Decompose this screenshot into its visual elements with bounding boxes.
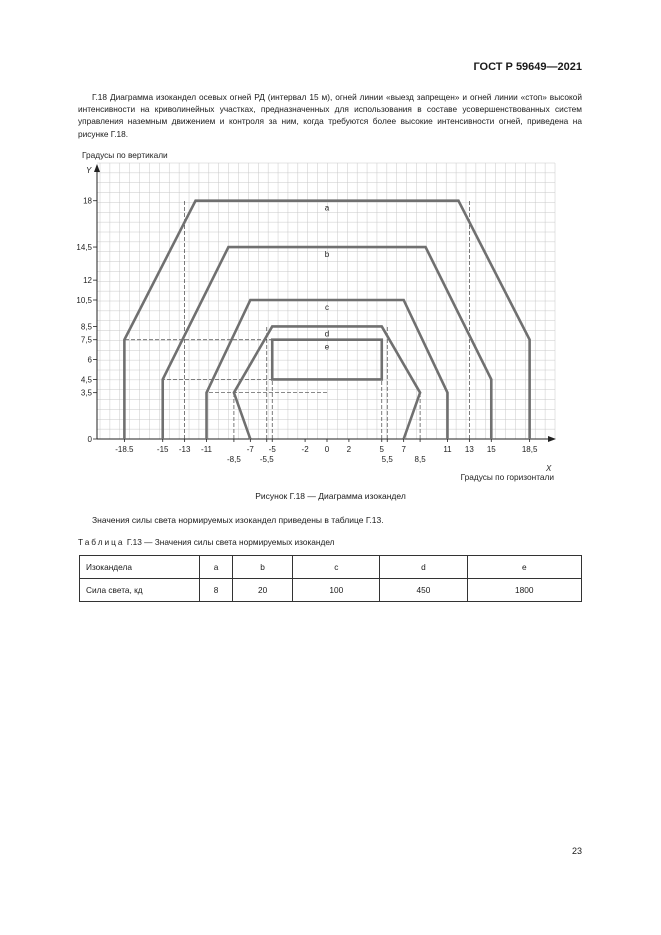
x-tick-label: 8,5 (414, 455, 426, 464)
table-cell: Сила света, кд (80, 579, 200, 602)
isocandela-label-d: d (324, 329, 330, 339)
isocandela-values-table (79, 555, 582, 602)
isocandela-curve-a (124, 201, 529, 439)
y-axis-arrow (94, 164, 100, 172)
table-row (80, 579, 582, 602)
x-tick-label: 5 (379, 445, 384, 454)
x-tick-label: -13 (178, 445, 191, 454)
table-cell: 1800 (467, 579, 581, 602)
table-title-prefix: Таблица (78, 537, 125, 547)
y-tick-label: 3,5 (80, 388, 92, 398)
table-title-text: Г.13 — Значения силы света нормируемых изокандел (126, 537, 335, 547)
table-cell: 20 (233, 579, 293, 602)
x-tick-label: -5 (268, 445, 276, 454)
isocandela-label-e: e (324, 342, 330, 352)
y-tick-label: 6 (87, 355, 92, 365)
x-axis-title: Градусы по горизонтали (460, 472, 554, 482)
isocandela-label-a: a (324, 203, 330, 213)
table-header-row (80, 556, 582, 579)
table-header-cell: Изокандела (80, 556, 200, 579)
isocandela-label-c: c (325, 303, 329, 312)
standard-code: ГОСТ Р 59649—2021 (473, 61, 582, 73)
table-cell: 100 (293, 579, 380, 602)
x-tick-label: 0 (324, 445, 330, 454)
y-tick-label: 8,5 (80, 322, 92, 332)
figure-caption: Рисунок Г.18 — Диаграмма изокандел (255, 491, 406, 501)
table-header-cell: e (467, 556, 581, 579)
y-axis-letter: Y (86, 166, 92, 175)
x-tick-label: 13 (464, 445, 474, 454)
x-tick-label: 5,5 (381, 455, 393, 464)
isocandela-label-b: b (324, 250, 330, 260)
y-tick-label: 18 (83, 196, 92, 206)
table-header-cell: c (293, 556, 380, 579)
x-tick-label: -7 (246, 445, 254, 454)
table-title (78, 537, 335, 547)
x-axis-letter: X (546, 464, 552, 473)
x-tick-label: 15 (486, 445, 496, 454)
x-tick-label: 7 (401, 445, 406, 454)
table-cell: 8 (200, 579, 233, 602)
x-tick-label: 11 (443, 445, 452, 454)
x-tick-label: -5,5 (259, 455, 274, 464)
x-tick-label: -18.5 (115, 445, 134, 454)
y-tick-label: 0 (87, 435, 92, 444)
x-tick-label: 2 (346, 445, 352, 454)
page-number: 23 (571, 846, 582, 856)
table-cell: 450 (380, 579, 467, 602)
y-tick-label: 4,5 (80, 375, 92, 385)
y-tick-label: 12 (83, 276, 92, 286)
y-tick-label: 7,5 (80, 335, 92, 345)
x-tick-label: -2 (301, 445, 309, 454)
x-tick-label: -15 (156, 445, 169, 454)
table-header-cell: d (380, 556, 467, 579)
x-tick-label: -8,5 (227, 455, 241, 464)
y-axis-title: Градусы по вертикали (82, 150, 168, 160)
y-tick-label: 10,5 (76, 296, 92, 305)
intro-paragraph: Г.18 Диаграмма изокандел осевых огней РД (интервал 15 м), огней линии «выезд запрещен» и огней линии «стоп» высокой интенсивности на криволинейных участках, предназначенных для использования в составе усовершенствованных систем управления наземным движением и контроля за ним, когда требуются более высокие интенсивности огней, приведена на рисунке Г.18. (78, 92, 582, 139)
x-tick-label: 18,5 (521, 445, 538, 454)
table-header-cell: b (233, 556, 293, 579)
y-tick-label: 14,5 (76, 243, 92, 253)
table-header-cell: a (200, 556, 233, 579)
values-note: Значения силы света нормируемых изокандел приведены в таблице Г.13. (92, 515, 384, 525)
x-tick-label: -11 (201, 445, 213, 454)
